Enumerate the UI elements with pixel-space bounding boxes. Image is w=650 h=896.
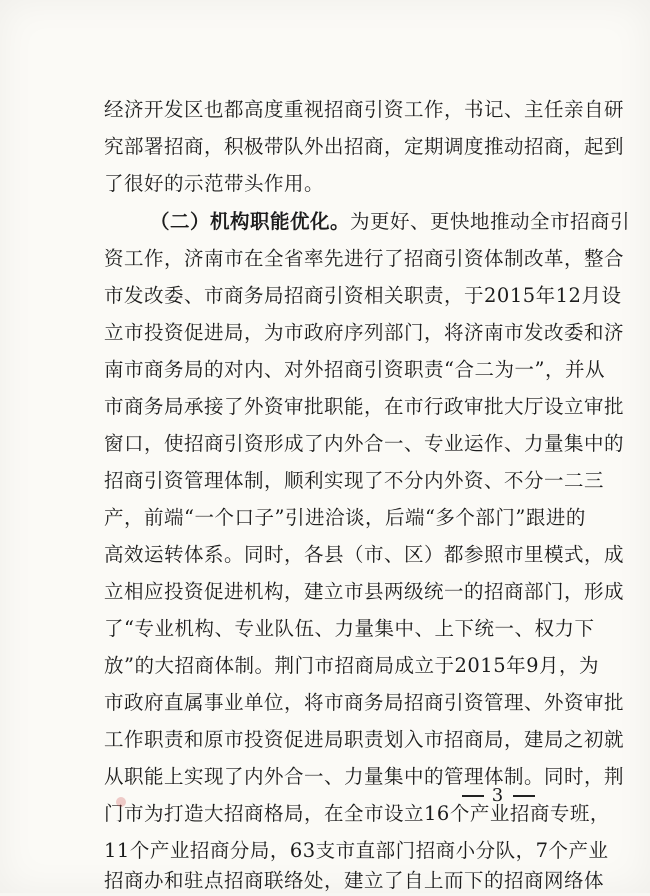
dash-right (513, 795, 535, 797)
text-line: 11个产业招商分局，63支市直部门招商小分队，7个产业 (104, 839, 609, 862)
text-line: 工作职责和原市投资促进局职责划入市招商局，建局之初就 (104, 728, 625, 751)
ink-mark (116, 797, 126, 807)
text-line: 招商引资管理体制，顺利实现了不分内外资、不分一二三 (104, 469, 605, 492)
text-line: 资工作，济南市在全省率先进行了招商引资体制改革，整合 (104, 247, 625, 270)
section-heading: （二）机构职能优化。 (150, 210, 351, 233)
text-line: 从职能上实现了内外合一、力量集中的管理体制。同时，荆 (104, 765, 625, 788)
text-line: 门市为打造大招商格局，在全市设立16个产业招商专班， (104, 802, 610, 825)
text-line: 了很好的示范带头作用。 (104, 172, 325, 195)
text-line: 招商办和驻点招商联络处，建立了自上而下的招商网络体 (104, 869, 605, 892)
dash-left (462, 795, 484, 797)
text-line: 窗口，使招商引资形成了内外合一、专业运作、力量集中的 (104, 432, 625, 455)
text-line: 究部署招商，积极带队外出招商，定期调度推动招商，起到 (104, 135, 625, 158)
text-line: 高效运转体系。同时，各县（市、区）都参照市里模式，成 (104, 543, 625, 566)
text-line: 放”的大招商体制。荆门市招商局成立于2015年9月，为 (104, 654, 600, 677)
text-line: 市政府直属事业单位，将市商务局招商引资管理、外资审批 (104, 691, 625, 714)
text-span: 为更好、更快地推动全市招商引 (350, 210, 631, 233)
text-line: 立市投资促进局，为市政府序列部门，将济南市发改委和济 (104, 321, 625, 344)
text-line: 市发改委、市商务局招商引资相关职责，于2015年12月设 (104, 284, 622, 307)
text-line: 市商务局承接了外资审批职能，在市行政审批大厅设立审批 (104, 395, 625, 418)
text-line: 南市商务局的对内、对外招商引资职责“合二为一”，并从 (104, 358, 605, 381)
text-line: 经济开发区也都高度重视招商引资工作，书记、主任亲自研 (104, 98, 625, 121)
text-line: 了“专业机构、专业队伍、力量集中、上下统一、权力下 (104, 617, 595, 640)
page-number (462, 784, 535, 808)
text-line: 产，前端“一个口子”引进洽谈，后端“多个部门”跟进的 (104, 506, 586, 529)
text-line: 立相应投资促进机构，建立市县两级统一的招商部门，形成 (104, 580, 625, 603)
paragraph-heading-line (150, 207, 631, 237)
page-number-value: 3 (491, 785, 506, 806)
